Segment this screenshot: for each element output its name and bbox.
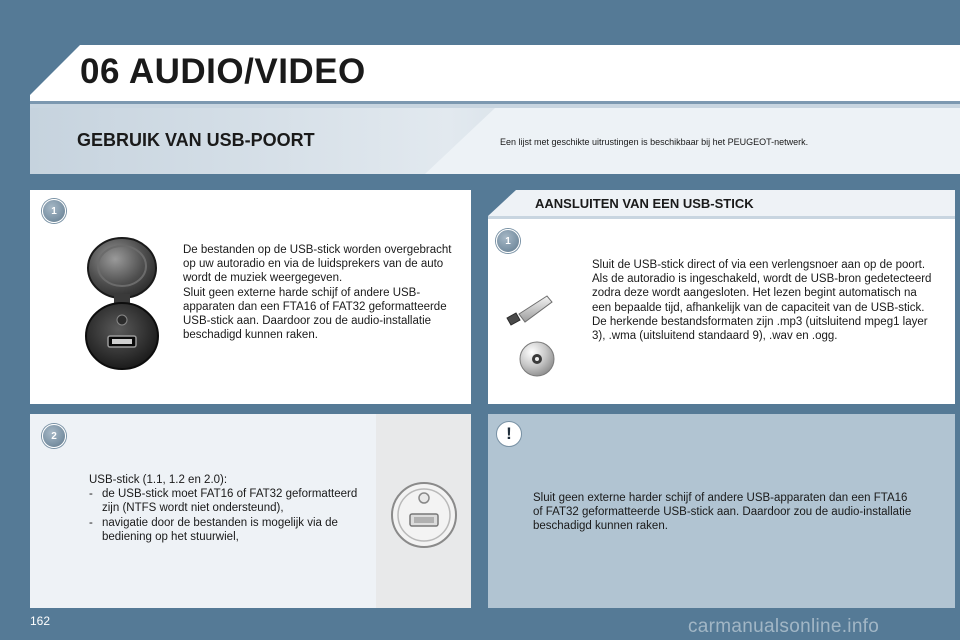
paragraph: Sluit de USB-stick direct of via een verlengsnoer aan op de poort. Als de autoradio is ingeschakeld, wordt de USB-bron gedetecteerd zodra deze wordt aangesloten. Het lezen begint automatisch na een bepaalde tijd, afhankelijk van de capaciteit van de USB-stick.	[592, 259, 932, 314]
usb-stick-icon	[505, 292, 553, 330]
cd-icon	[518, 340, 556, 378]
usb-requirements-text	[89, 473, 369, 544]
subsection-divider	[488, 216, 955, 219]
paragraph: Sluit geen externe harde schijf of andere USB-apparaten dan een FTA16 of FAT32 geformatteerde USB-stick aan. Daardoor zou de audio-installatie beschadigd kunnen raken.	[183, 286, 447, 342]
step-badge: 1	[42, 199, 66, 223]
requirements-intro: USB-stick (1.1, 1.2 en 2.0):	[89, 474, 228, 486]
usb-info-text	[183, 243, 458, 342]
step-badge: 2	[42, 424, 66, 448]
warning-icon: !	[496, 421, 522, 447]
subsection-title: AANSLUITEN VAN EEN USB-STICK	[535, 196, 754, 211]
section-title: GEBRUIK VAN USB-POORT	[77, 130, 315, 150]
usb-port-open-icon	[389, 480, 459, 550]
page-number: 162	[30, 614, 51, 628]
chapter-title: 06 AUDIO/VIDEO	[80, 52, 366, 91]
header-note: Een lijst met geschikte uitrustingen is beschikbaar bij het PEUGEOT-netwerk.	[500, 137, 809, 147]
list-item: - de USB-stick moet FAT16 of FAT32 geformatteerd zijn (NTFS wordt niet ondersteund),	[89, 488, 358, 515]
warning-text: Sluit geen externe harder schijf of andere USB-apparaten dan een FTA16 of FAT32 geformatteerde USB-stick aan. Daardoor zou de audio-installatie beschadigd kunnen raken.	[533, 492, 912, 533]
watermark: carmanualsonline.info	[688, 616, 880, 637]
step-badge: 1	[496, 229, 520, 253]
paragraph: De herkende bestandsformaten zijn .mp3 (uitsluitend mpeg1 layer 3), .wma (uitsluitend standaard 9), .wav en .ogg.	[592, 315, 928, 343]
usb-connect-text	[592, 258, 937, 343]
usb-port-cover-icon	[84, 236, 160, 372]
paragraph: De bestanden op de USB-stick worden overgebracht op uw autoradio en via de luidsprekers van de auto wordt de muziek weergegeven.	[183, 244, 452, 285]
list-item: - navigatie door de bestanden is mogelijk via de bediening op het stuurwiel,	[89, 516, 338, 543]
